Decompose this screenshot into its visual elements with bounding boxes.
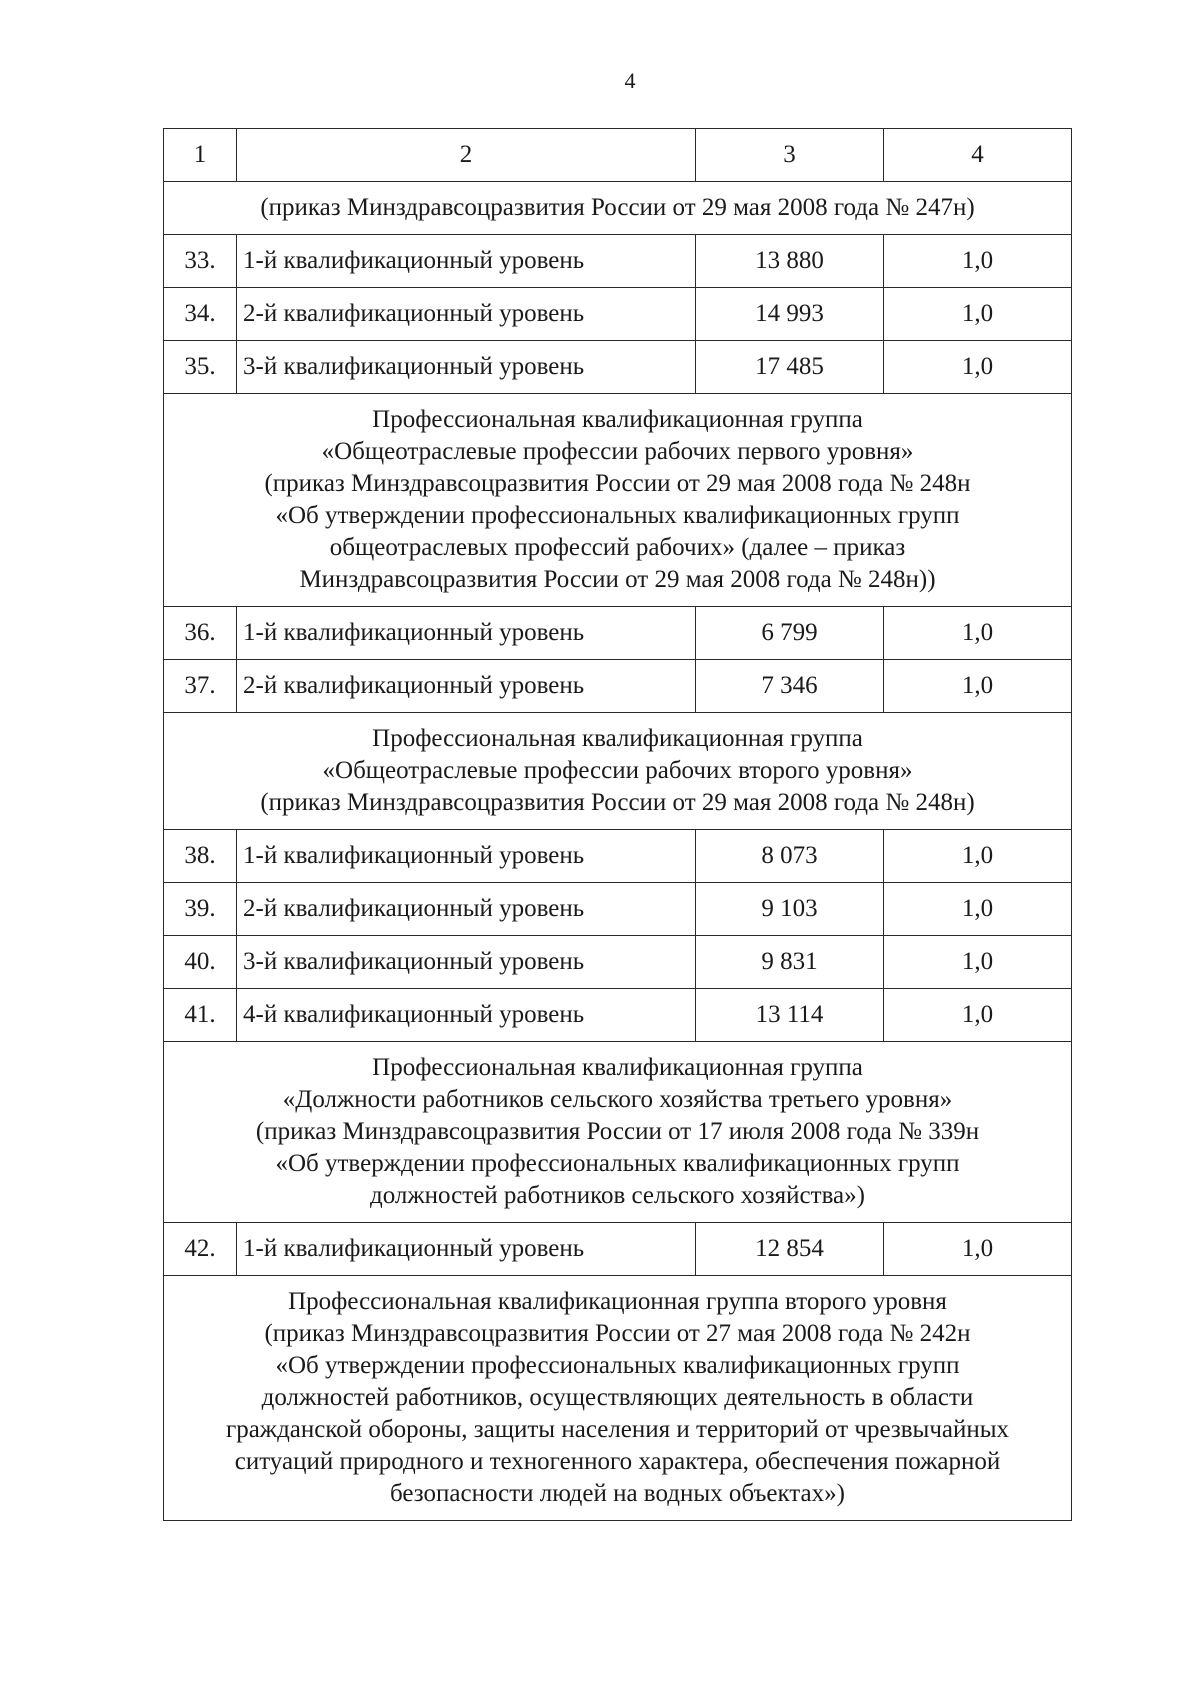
group-heading-line: Минздравсоцразвития России от 29 мая 2008 года № 248н)) bbox=[299, 566, 936, 593]
group-heading-line: «Должности работников сельского хозяйства третьего уровня» bbox=[282, 1086, 953, 1113]
group-heading-line: должностей работников сельского хозяйства») bbox=[370, 1182, 865, 1209]
salary-value-cell: 14 993 bbox=[696, 288, 884, 341]
table-row bbox=[164, 341, 1072, 394]
group-heading-cell bbox=[164, 182, 1072, 235]
group-heading-line: должностей работников, осуществляющих деятельность в области bbox=[261, 1384, 974, 1411]
row-number-cell: 40. bbox=[164, 936, 237, 989]
group-heading-line: (приказ Минздравсоцразвития России от 29 мая 2008 года № 247н) bbox=[260, 194, 975, 221]
group-heading-line: Профессиональная квалификационная группа bbox=[372, 725, 863, 752]
group-heading-row bbox=[164, 394, 1072, 607]
group-heading-line: (приказ Минздравсоцразвития России от 29 мая 2008 года № 248н) bbox=[260, 789, 975, 816]
coefficient-cell: 1,0 bbox=[884, 341, 1072, 394]
group-heading-line: «Об утверждении профессиональных квалификационных групп bbox=[275, 502, 960, 529]
table-row bbox=[164, 660, 1072, 713]
group-heading-line: общеотраслевых профессий рабочих» (далее – приказ bbox=[329, 534, 906, 561]
group-heading-line: «Общеотраслевые профессии рабочих второго уровня» bbox=[322, 757, 913, 784]
salary-value-cell: 8 073 bbox=[696, 830, 884, 883]
row-number-cell: 39. bbox=[164, 883, 237, 936]
header-cell-number: 1 bbox=[164, 129, 237, 182]
coefficient-cell: 1,0 bbox=[884, 607, 1072, 660]
salary-value-cell: 17 485 bbox=[696, 341, 884, 394]
group-heading-line: (приказ Минздравсоцразвития России от 29 мая 2008 года № 248н bbox=[264, 470, 971, 497]
group-heading-row bbox=[164, 1276, 1072, 1521]
qualification-level-cell: 1-й квалификационный уровень bbox=[237, 607, 696, 660]
salary-value-cell: 6 799 bbox=[696, 607, 884, 660]
salary-value-cell: 9 103 bbox=[696, 883, 884, 936]
table-row bbox=[164, 1223, 1072, 1276]
coefficient-cell: 1,0 bbox=[884, 883, 1072, 936]
row-number-cell: 34. bbox=[164, 288, 237, 341]
group-heading-line: (приказ Минздравсоцразвития России от 17 июля 2008 года № 339н bbox=[255, 1118, 980, 1145]
row-number-cell: 33. bbox=[164, 235, 237, 288]
row-number-cell: 41. bbox=[164, 989, 237, 1042]
table-row bbox=[164, 288, 1072, 341]
table-row bbox=[164, 235, 1072, 288]
group-heading-line: Профессиональная квалификационная группа второго уровня bbox=[288, 1288, 947, 1315]
salary-value-cell: 13 880 bbox=[696, 235, 884, 288]
qualification-level-cell: 1-й квалификационный уровень bbox=[237, 1223, 696, 1276]
row-number-cell: 35. bbox=[164, 341, 237, 394]
table-row bbox=[164, 830, 1072, 883]
group-heading-line: гражданской обороны, защиты населения и территорий от чрезвычайных bbox=[225, 1416, 1010, 1443]
header-cell-value: 3 bbox=[696, 129, 884, 182]
row-number-cell: 37. bbox=[164, 660, 237, 713]
salary-value-cell: 7 346 bbox=[696, 660, 884, 713]
header-cell-name: 2 bbox=[237, 129, 696, 182]
coefficient-cell: 1,0 bbox=[884, 288, 1072, 341]
group-heading-line: Профессиональная квалификационная группа bbox=[372, 1054, 863, 1081]
coefficient-cell: 1,0 bbox=[884, 1223, 1072, 1276]
group-heading-cell bbox=[164, 713, 1072, 830]
group-heading-line: безопасности людей на водных объектах») bbox=[390, 1480, 845, 1507]
coefficient-cell: 1,0 bbox=[884, 936, 1072, 989]
coefficient-cell: 1,0 bbox=[884, 830, 1072, 883]
page-number: 4 bbox=[624, 68, 636, 93]
group-heading-line: «Общеотраслевые профессии рабочих первого уровня» bbox=[321, 438, 914, 465]
group-heading-line: «Об утверждении профессиональных квалификационных групп bbox=[275, 1150, 960, 1177]
row-number-cell: 42. bbox=[164, 1223, 237, 1276]
table-header-row bbox=[164, 129, 1072, 182]
qualification-level-cell: 3-й квалификационный уровень bbox=[237, 936, 696, 989]
table-row bbox=[164, 883, 1072, 936]
qualification-level-cell: 1-й квалификационный уровень bbox=[237, 235, 696, 288]
table-row bbox=[164, 936, 1072, 989]
group-heading-line: Профессиональная квалификационная группа bbox=[372, 406, 863, 433]
group-heading-line: ситуаций природного и техногенного характера, обеспечения пожарной bbox=[234, 1448, 1001, 1475]
table-body bbox=[164, 129, 1072, 1521]
salary-value-cell: 9 831 bbox=[696, 936, 884, 989]
group-heading-cell bbox=[164, 1276, 1072, 1521]
coefficient-cell: 1,0 bbox=[884, 989, 1072, 1042]
group-heading-row bbox=[164, 713, 1072, 830]
coefficient-cell: 1,0 bbox=[884, 660, 1072, 713]
qualification-level-cell: 3-й квалификационный уровень bbox=[237, 341, 696, 394]
qualification-level-cell: 1-й квалификационный уровень bbox=[237, 830, 696, 883]
group-heading-line: (приказ Минздравсоцразвития России от 27 мая 2008 года № 242н bbox=[264, 1320, 971, 1347]
qualification-level-cell: 2-й квалификационный уровень bbox=[237, 288, 696, 341]
group-heading-line: «Об утверждении профессиональных квалификационных групп bbox=[275, 1352, 960, 1379]
salary-value-cell: 13 114 bbox=[696, 989, 884, 1042]
group-heading-cell bbox=[164, 394, 1072, 607]
group-heading-row bbox=[164, 1042, 1072, 1223]
group-heading-cell bbox=[164, 1042, 1072, 1223]
qualification-level-cell: 2-й квалификационный уровень bbox=[237, 883, 696, 936]
row-number-cell: 36. bbox=[164, 607, 237, 660]
table-row bbox=[164, 989, 1072, 1042]
coefficient-cell: 1,0 bbox=[884, 235, 1072, 288]
salary-table bbox=[163, 128, 1072, 1521]
header-cell-coef: 4 bbox=[884, 129, 1072, 182]
qualification-level-cell: 2-й квалификационный уровень bbox=[237, 660, 696, 713]
row-number-cell: 38. bbox=[164, 830, 237, 883]
table-row bbox=[164, 607, 1072, 660]
group-heading-row bbox=[164, 182, 1072, 235]
qualification-level-cell: 4-й квалификационный уровень bbox=[237, 989, 696, 1042]
salary-value-cell: 12 854 bbox=[696, 1223, 884, 1276]
